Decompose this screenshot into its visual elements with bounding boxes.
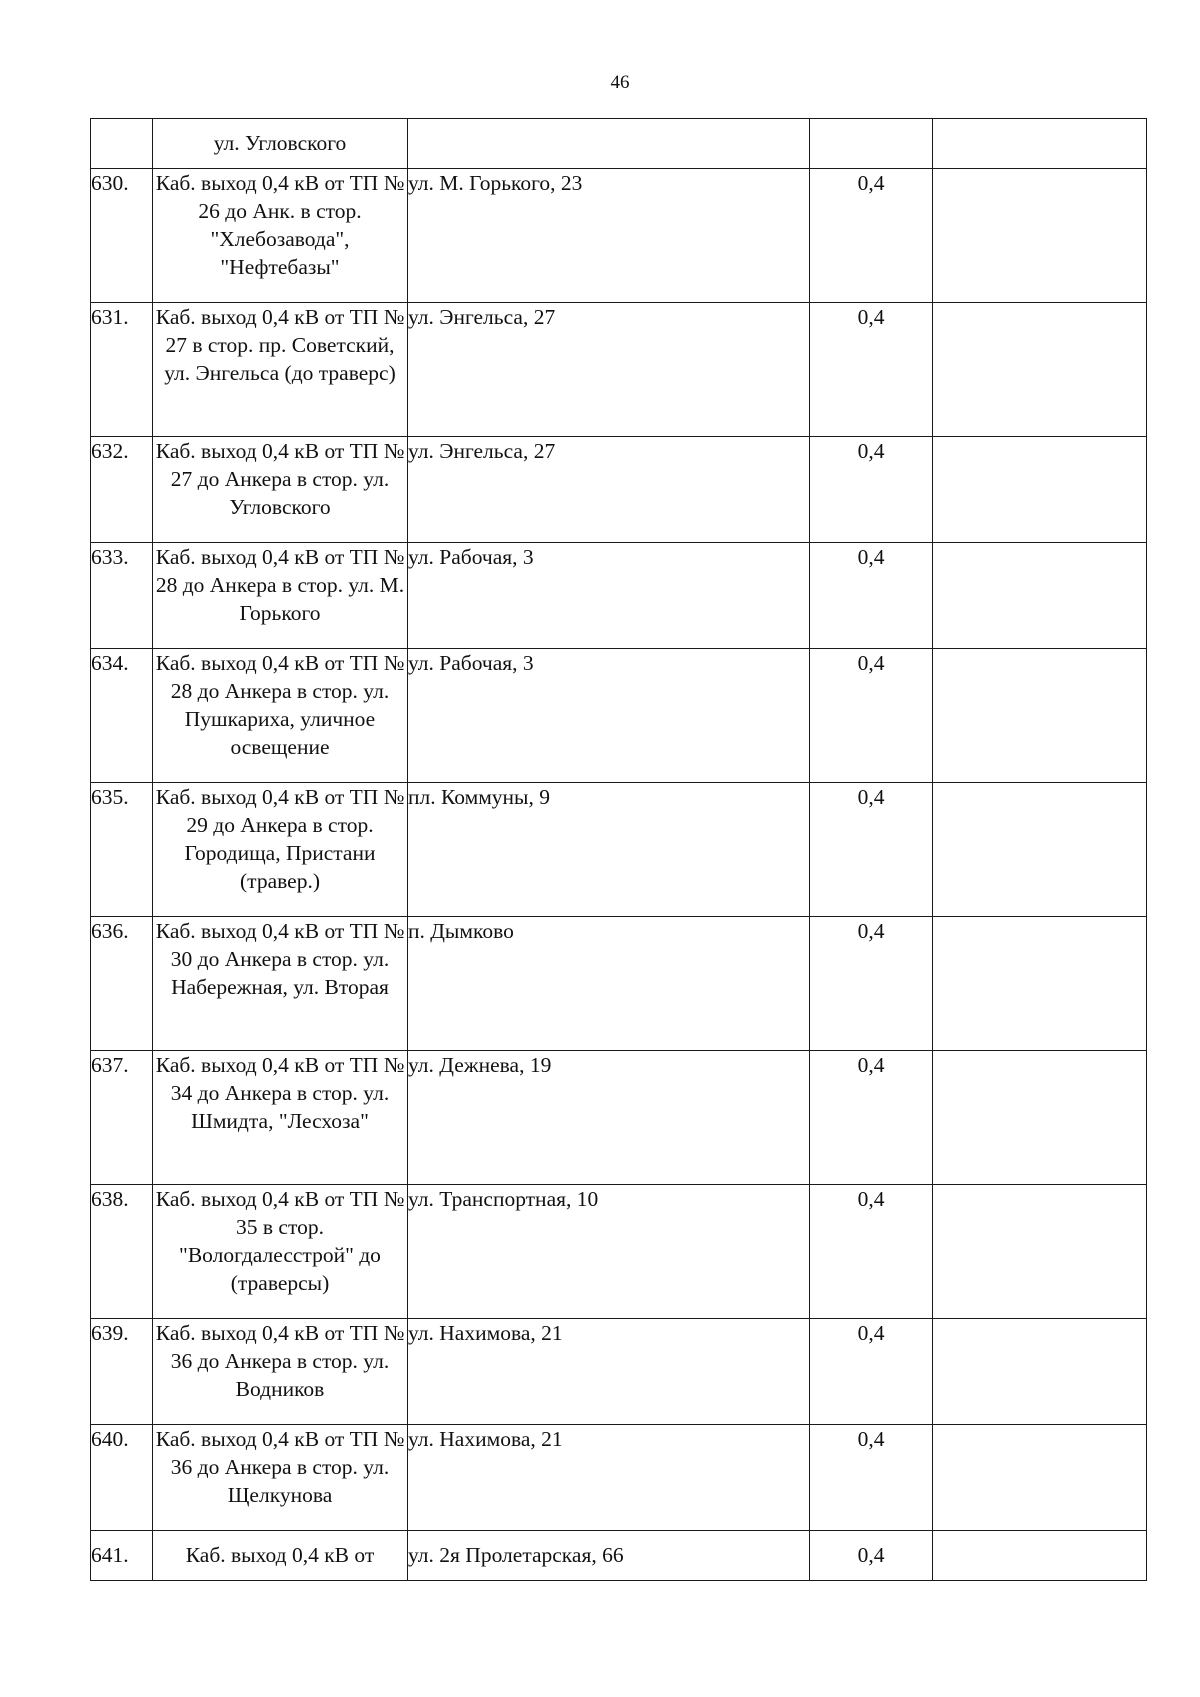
row-address: ул. М. Горького, 23 [408, 169, 810, 303]
row-address: пл. Коммуны, 9 [408, 783, 810, 917]
table-row [91, 649, 1147, 783]
row-address: ул. Нахимова, 21 [408, 1319, 810, 1425]
row-voltage: 0,4 [810, 1185, 933, 1319]
row-description: Каб. выход 0,4 кВ от ТП № 27 до Анкера в стор. ул. Угловского [153, 437, 408, 543]
table-row [91, 1185, 1147, 1319]
row-number: 631. [91, 303, 153, 437]
row-address: ул. 2я Пролетарская, 66 [408, 1531, 810, 1581]
table-row [91, 1051, 1147, 1185]
row-extra [933, 1425, 1147, 1531]
row-voltage: 0,4 [810, 917, 933, 1051]
row-description: ул. Угловского [153, 119, 408, 169]
row-description: Каб. выход 0,4 кВ от ТП № 35 в стор. "Вологдалесстрой" до (траверсы) [153, 1185, 408, 1319]
row-extra [933, 543, 1147, 649]
row-description: Каб. выход 0,4 кВ от ТП № 36 до Анкера в стор. ул. Водников [153, 1319, 408, 1425]
row-description: Каб. выход 0,4 кВ от ТП № 34 до Анкера в стор. ул. Шмидта, "Лесхоза" [153, 1051, 408, 1185]
row-description: Каб. выход 0,4 кВ от [153, 1531, 408, 1581]
row-voltage [810, 119, 933, 169]
row-number: 641. [91, 1531, 153, 1581]
row-address [408, 119, 810, 169]
row-number: 630. [91, 169, 153, 303]
row-number: 636. [91, 917, 153, 1051]
row-number [91, 119, 153, 169]
row-number: 633. [91, 543, 153, 649]
row-number: 640. [91, 1425, 153, 1531]
row-description: Каб. выход 0,4 кВ от ТП № 29 до Анкера в стор. Городища, Пристани (травер.) [153, 783, 408, 917]
table-row [91, 1319, 1147, 1425]
table-row [91, 783, 1147, 917]
row-address: ул. Транспортная, 10 [408, 1185, 810, 1319]
table-row [91, 119, 1147, 169]
row-extra [933, 649, 1147, 783]
table-row [91, 169, 1147, 303]
row-voltage: 0,4 [810, 1531, 933, 1581]
row-description: Каб. выход 0,4 кВ от ТП № 26 до Анк. в стор. "Хлебозавода", "Нефтебазы" [153, 169, 408, 303]
table-row [91, 1425, 1147, 1531]
row-voltage: 0,4 [810, 1425, 933, 1531]
row-voltage: 0,4 [810, 303, 933, 437]
table-row [91, 543, 1147, 649]
row-voltage: 0,4 [810, 169, 933, 303]
row-number: 635. [91, 783, 153, 917]
table-row [91, 303, 1147, 437]
row-address: ул. Дежнева, 19 [408, 1051, 810, 1185]
table-row [91, 437, 1147, 543]
row-address: ул. Энгельса, 27 [408, 303, 810, 437]
row-voltage: 0,4 [810, 1051, 933, 1185]
row-address: ул. Рабочая, 3 [408, 649, 810, 783]
table-row [91, 917, 1147, 1051]
row-description: Каб. выход 0,4 кВ от ТП № 30 до Анкера в стор. ул. Набережная, ул. Вторая [153, 917, 408, 1051]
row-number: 639. [91, 1319, 153, 1425]
row-extra [933, 1319, 1147, 1425]
row-extra [933, 917, 1147, 1051]
row-number: 637. [91, 1051, 153, 1185]
row-number: 638. [91, 1185, 153, 1319]
row-address: ул. Рабочая, 3 [408, 543, 810, 649]
row-extra [933, 1531, 1147, 1581]
row-extra [933, 303, 1147, 437]
row-description: Каб. выход 0,4 кВ от ТП № 36 до Анкера в стор. ул. Щелкунова [153, 1425, 408, 1531]
row-extra [933, 169, 1147, 303]
row-extra [933, 119, 1147, 169]
page-number: 46 [610, 72, 630, 93]
row-voltage: 0,4 [810, 649, 933, 783]
row-voltage: 0,4 [810, 1319, 933, 1425]
cable-lines-table [90, 118, 1147, 1581]
table-row [91, 1531, 1147, 1581]
row-number: 634. [91, 649, 153, 783]
row-number: 632. [91, 437, 153, 543]
row-voltage: 0,4 [810, 783, 933, 917]
row-extra [933, 1051, 1147, 1185]
row-address: ул. Энгельса, 27 [408, 437, 810, 543]
row-extra [933, 437, 1147, 543]
row-address: ул. Нахимова, 21 [408, 1425, 810, 1531]
row-extra [933, 1185, 1147, 1319]
row-address: п. Дымково [408, 917, 810, 1051]
row-description: Каб. выход 0,4 кВ от ТП № 28 до Анкера в стор. ул. М. Горького [153, 543, 408, 649]
row-voltage: 0,4 [810, 437, 933, 543]
row-voltage: 0,4 [810, 543, 933, 649]
row-description: Каб. выход 0,4 кВ от ТП № 28 до Анкера в стор. ул. Пушкариха, уличное освещение [153, 649, 408, 783]
row-extra [933, 783, 1147, 917]
row-description: Каб. выход 0,4 кВ от ТП № 27 в стор. пр. Советский, ул. Энгельса (до траверс) [153, 303, 408, 437]
